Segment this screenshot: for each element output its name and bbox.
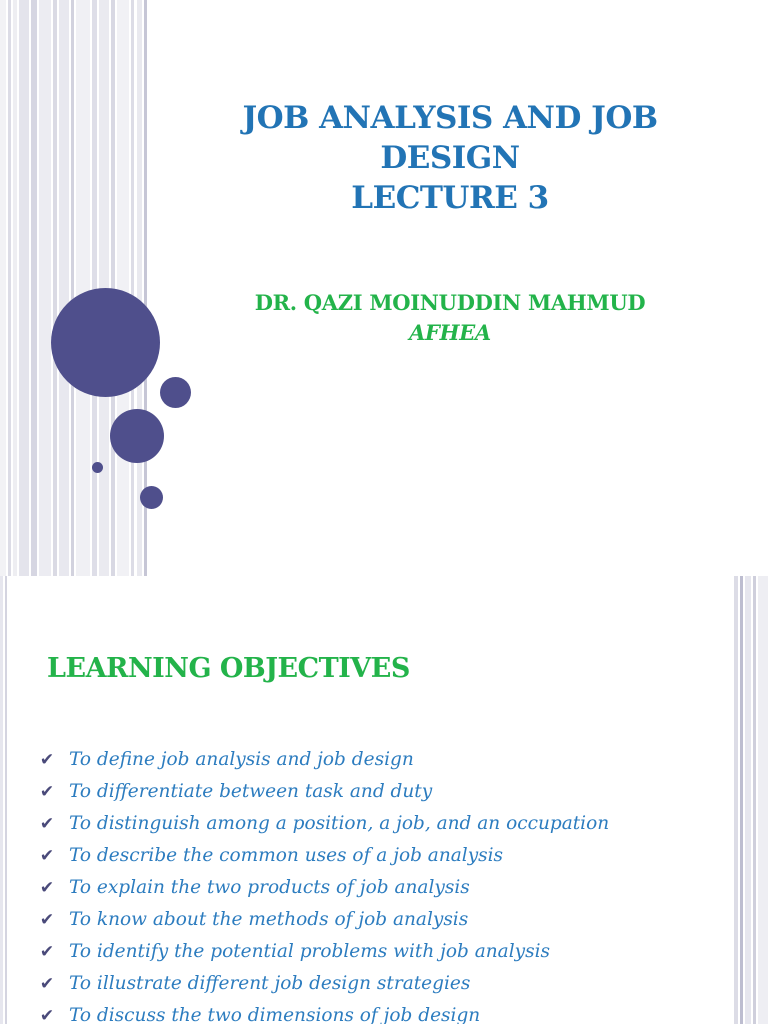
section-heading: LEARNING OBJECTIVES bbox=[47, 653, 410, 684]
list-item bbox=[34, 840, 609, 872]
slide-title bbox=[160, 98, 740, 218]
check-icon: ✔ bbox=[39, 878, 55, 898]
list-item bbox=[34, 872, 609, 904]
objective-text: To distinguish among a position, a job, and an occupation bbox=[69, 813, 610, 834]
check-icon: ✔ bbox=[39, 846, 55, 866]
author-block bbox=[160, 288, 740, 348]
decorative-circle-small bbox=[160, 377, 191, 408]
objective-text: To define job analysis and job design bbox=[69, 749, 414, 770]
decorative-circle-medium bbox=[110, 409, 164, 463]
objective-text: To explain the two products of job analysis bbox=[69, 877, 470, 898]
check-icon: ✔ bbox=[39, 1006, 55, 1024]
objective-text: To know about the methods of job analysis bbox=[69, 909, 469, 930]
check-icon: ✔ bbox=[39, 974, 55, 994]
title-line: LECTURE 3 bbox=[351, 180, 549, 216]
check-icon: ✔ bbox=[39, 750, 55, 770]
list-item bbox=[34, 808, 609, 840]
check-icon: ✔ bbox=[39, 814, 55, 834]
decorative-stripes bbox=[0, 0, 150, 576]
list-item bbox=[34, 968, 609, 1000]
objective-text: To identify the potential problems with job analysis bbox=[69, 941, 550, 962]
objective-text: To discuss the two dimensions of job design bbox=[69, 1005, 481, 1024]
decorative-circle-large bbox=[51, 288, 160, 397]
objective-text: To describe the common uses of a job analysis bbox=[69, 845, 504, 866]
objective-text: To illustrate different job design strategies bbox=[69, 973, 471, 994]
decorative-circle-small bbox=[140, 486, 163, 509]
author-name: DR. QAZI MOINUDDIN MAHMUD bbox=[254, 290, 646, 315]
check-icon: ✔ bbox=[39, 910, 55, 930]
objectives-slide bbox=[0, 576, 768, 1024]
list-item bbox=[34, 776, 609, 808]
objective-text: To differentiate between task and duty bbox=[69, 781, 433, 802]
list-item bbox=[34, 936, 609, 968]
check-icon: ✔ bbox=[39, 942, 55, 962]
list-item bbox=[34, 1000, 609, 1024]
author-organization: AFHEA bbox=[409, 320, 491, 345]
decorative-edge bbox=[0, 576, 10, 1024]
decorative-circle-dot bbox=[92, 462, 103, 473]
list-item bbox=[34, 744, 609, 776]
list-item bbox=[34, 904, 609, 936]
title-line: JOB ANALYSIS AND JOB bbox=[242, 100, 658, 136]
objectives-list bbox=[34, 744, 609, 1024]
title-line: DESIGN bbox=[380, 140, 520, 176]
decorative-stripes bbox=[734, 576, 768, 1024]
check-icon: ✔ bbox=[39, 782, 55, 802]
